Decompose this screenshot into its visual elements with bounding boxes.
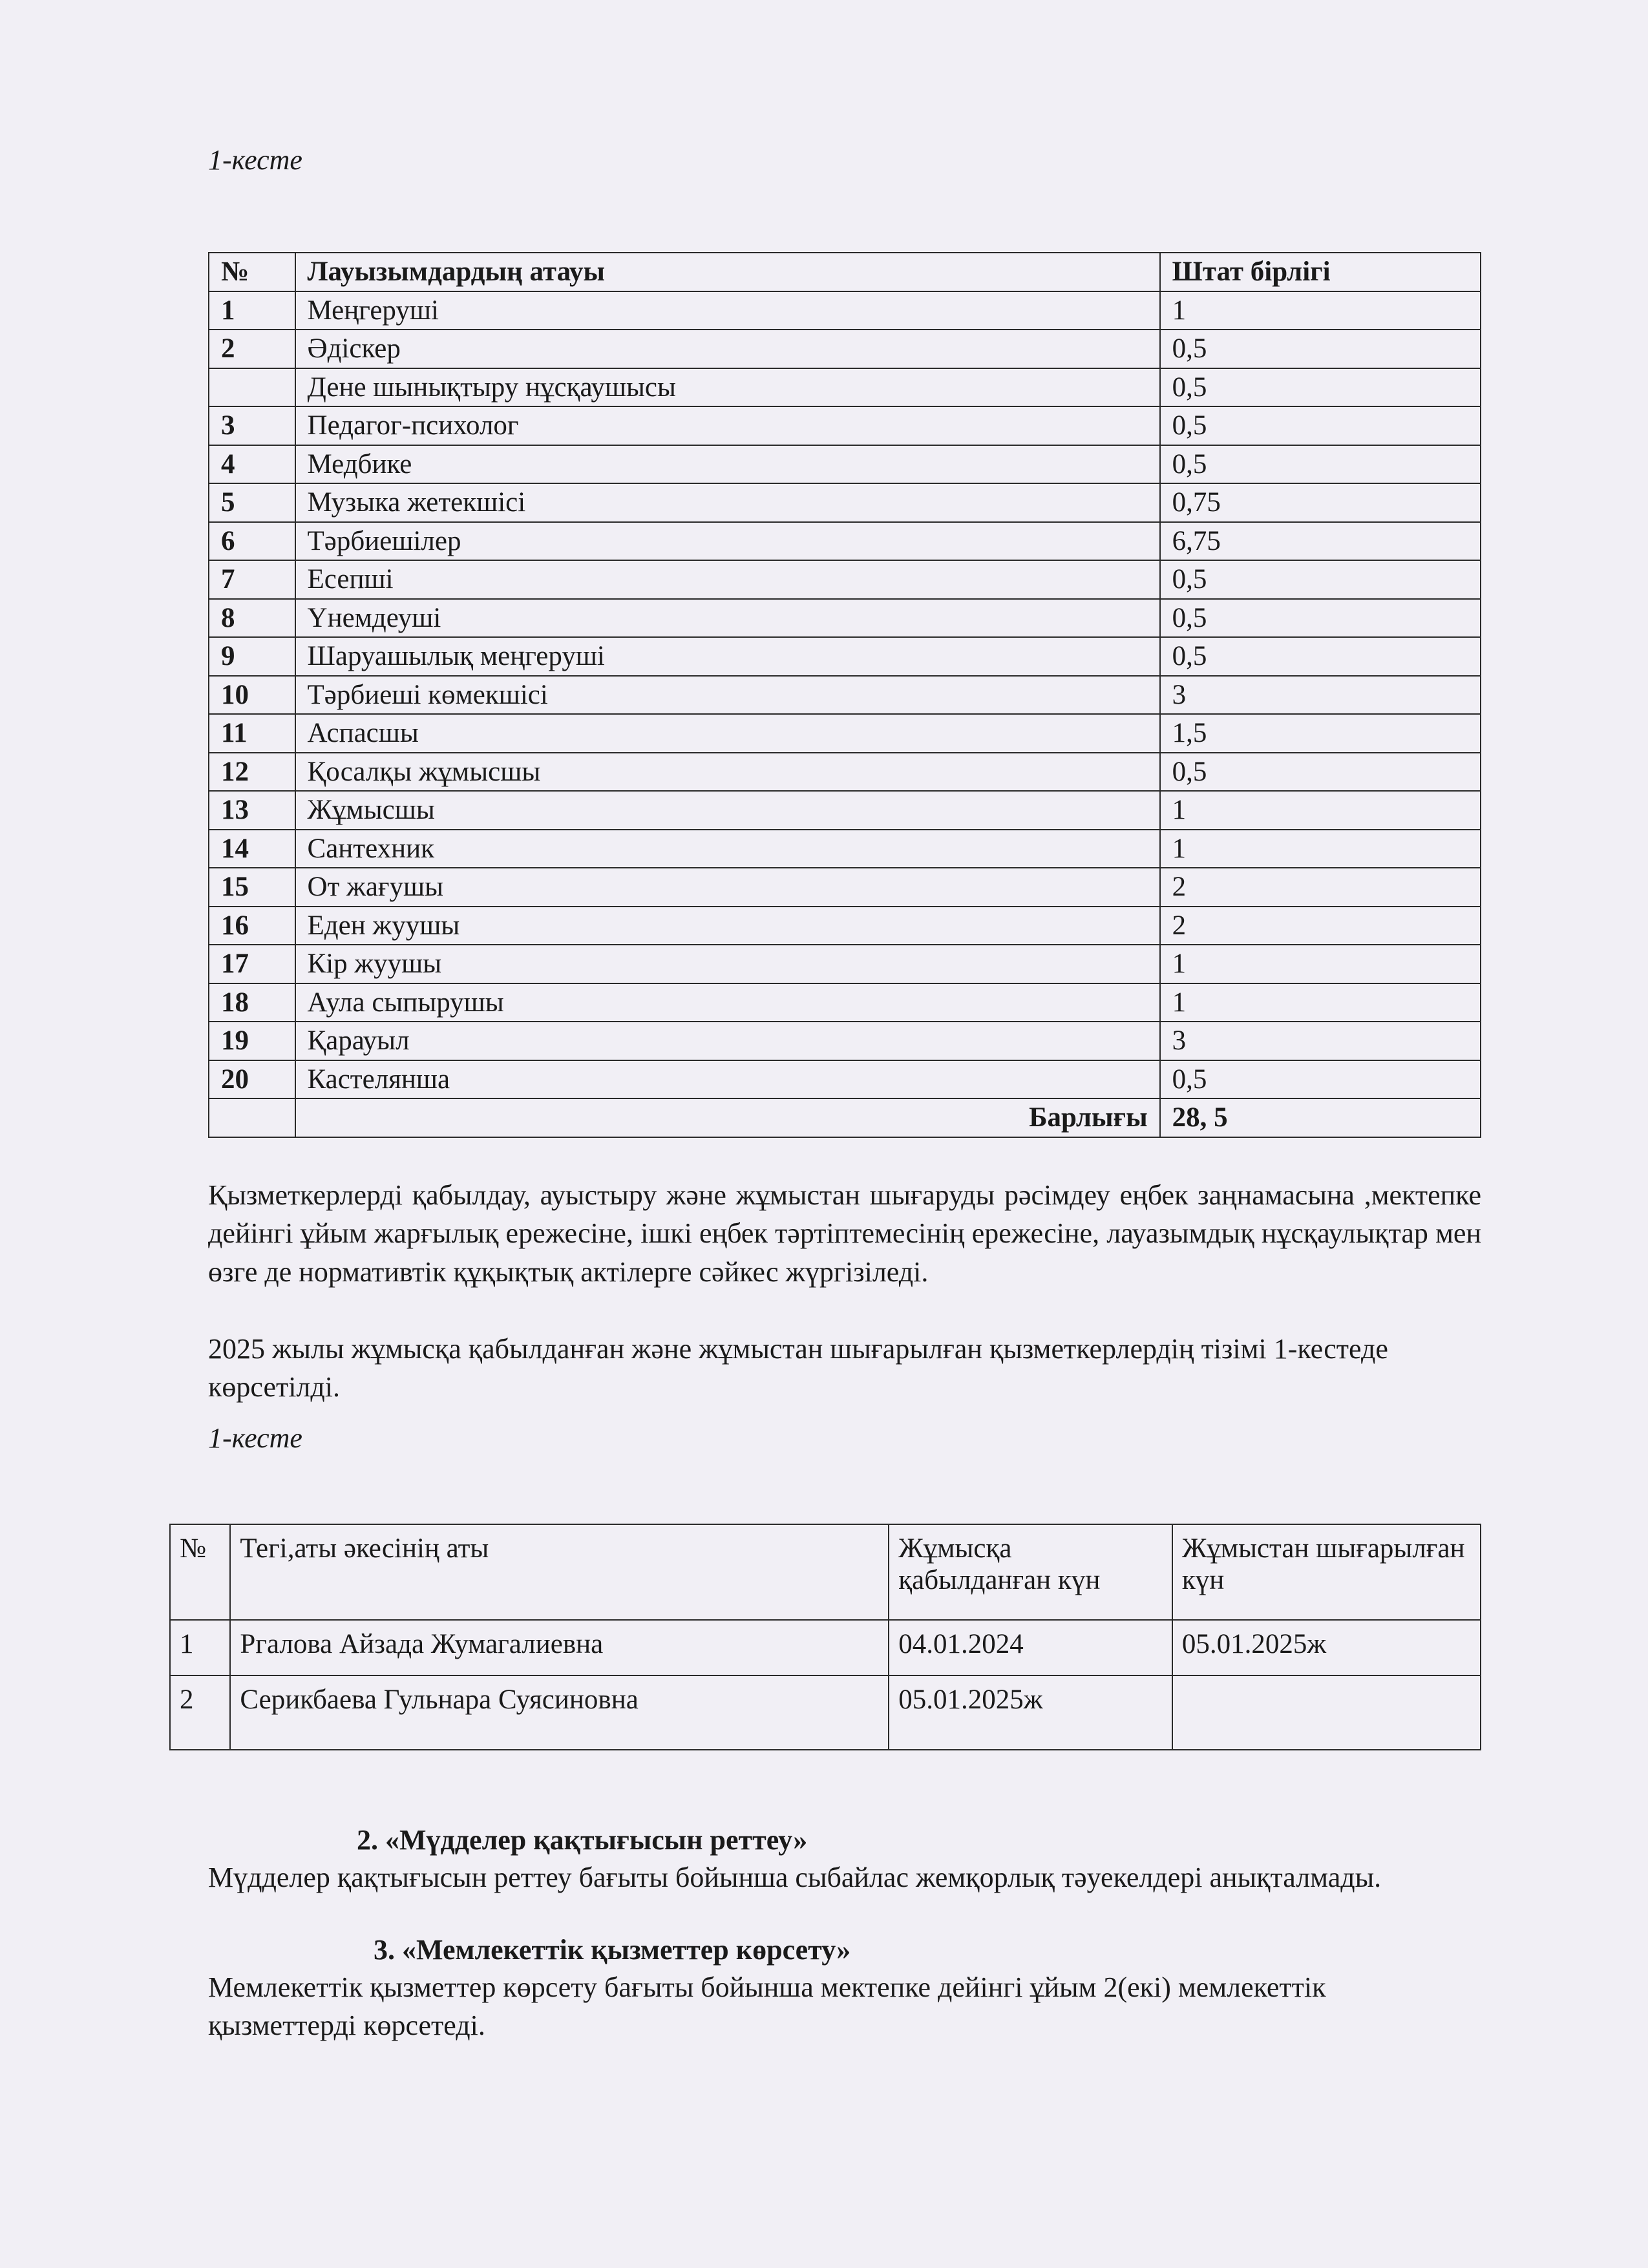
- table-row: [209, 599, 1481, 638]
- cell-number: 12: [209, 753, 295, 792]
- cell-number: 17: [209, 945, 295, 983]
- cell-number: [209, 368, 295, 407]
- header-dismissed-date: Жұмыстан шығарылған күн: [1172, 1524, 1481, 1620]
- table-caption-2: 1-кесте: [208, 1422, 302, 1454]
- header-staff-units: Штат бірлігі: [1160, 253, 1481, 291]
- cell-number: 7: [209, 560, 295, 599]
- cell-number: 3: [209, 406, 295, 445]
- cell-dismissed-date: [1172, 1675, 1481, 1750]
- cell-hired-date: 04.01.2024: [889, 1620, 1172, 1675]
- cell-position-name: Есепші: [295, 560, 1160, 599]
- header-full-name: Тегі,аты әкесінің аты: [230, 1524, 889, 1620]
- section-3-text: Мемлекеттік қызметтер көрсету бағыты бойынша мектепке дейінгі ұйым 2(екі) мемлекеттік қызметтерді көрсетеді.: [208, 1971, 1326, 2042]
- total-empty-cell: [209, 1098, 295, 1137]
- header-position-name: Лауызымдардың атауы: [295, 253, 1160, 291]
- cell-staff-units: 0,5: [1160, 599, 1481, 638]
- cell-position-name: Жұмысшы: [295, 791, 1160, 830]
- cell-full-name: Серикбаева Гульнара Суясиновна: [230, 1675, 889, 1750]
- table-row: [209, 907, 1481, 945]
- table-row: [209, 1022, 1481, 1060]
- staff-units-table: [208, 252, 1481, 1138]
- cell-staff-units: 0,5: [1160, 330, 1481, 368]
- cell-position-name: Тәрбиешілер: [295, 522, 1160, 561]
- paragraph-hiring-rules: Қызметкерлерді қабылдау, ауыстыру және жұмыстан шығаруды рәсімдеу еңбек заңнамасына ,мектепке дейінгі ұйым жарғылық ережесіне, ішкі еңбек тәртіптемесінің ережесіне, лауазымдық нұсқаулықтар мен өзге де нормативтік құқықтық актілерге сәйкес жүргізіледі.: [208, 1179, 1481, 1288]
- cell-number: 11: [209, 714, 295, 753]
- table-row: [209, 330, 1481, 368]
- table-row: [209, 637, 1481, 676]
- cell-staff-units: 1,5: [1160, 714, 1481, 753]
- cell-staff-units: 2: [1160, 907, 1481, 945]
- table-row: [209, 445, 1481, 484]
- cell-staff-units: 1: [1160, 791, 1481, 830]
- total-label: Барлығы: [295, 1098, 1160, 1137]
- table-row: [170, 1675, 1481, 1750]
- section-2-heading: 2. «Мүдделер қақтығысын реттеу»: [357, 1824, 808, 1856]
- cell-number: 16: [209, 907, 295, 945]
- cell-number: 5: [209, 483, 295, 522]
- cell-staff-units: 1: [1160, 830, 1481, 868]
- cell-position-name: Әдіскер: [295, 330, 1160, 368]
- table-row: [209, 791, 1481, 830]
- cell-position-name: Педагог-психолог: [295, 406, 1160, 445]
- cell-number: 2: [209, 330, 295, 368]
- cell-position-name: Сантехник: [295, 830, 1160, 868]
- section-3-heading: 3. «Мемлекеттік қызметтер көрсету»: [374, 1934, 851, 1966]
- cell-staff-units: 0,5: [1160, 1060, 1481, 1099]
- table-row: [209, 406, 1481, 445]
- cell-position-name: Медбике: [295, 445, 1160, 484]
- cell-staff-units: 0,5: [1160, 368, 1481, 407]
- table-row: [209, 714, 1481, 753]
- cell-staff-units: 0,5: [1160, 637, 1481, 676]
- cell-position-name: Үнемдеуші: [295, 599, 1160, 638]
- table-row: [170, 1620, 1481, 1675]
- cell-number: 1: [170, 1620, 230, 1675]
- cell-staff-units: 2: [1160, 868, 1481, 907]
- paragraph-list-reference: 2025 жылы жұмысқа қабылданған және жұмыстан шығарылған қызметкерлердің тізімі 1-кестеде көрсетілді.: [208, 1333, 1388, 1403]
- table-header-row: [209, 253, 1481, 291]
- cell-position-name: Еден жуушы: [295, 907, 1160, 945]
- cell-number: 2: [170, 1675, 230, 1750]
- cell-number: 13: [209, 791, 295, 830]
- table-header-row: [170, 1524, 1481, 1620]
- cell-staff-units: 0,5: [1160, 406, 1481, 445]
- table-row: [209, 676, 1481, 715]
- table-row: [209, 945, 1481, 983]
- cell-position-name: Қосалқы жұмысшы: [295, 753, 1160, 792]
- cell-staff-units: 0,5: [1160, 753, 1481, 792]
- cell-number: 20: [209, 1060, 295, 1099]
- table-row: [209, 830, 1481, 868]
- cell-position-name: Кір жуушы: [295, 945, 1160, 983]
- cell-number: 4: [209, 445, 295, 484]
- cell-position-name: Меңгеруші: [295, 291, 1160, 330]
- cell-position-name: От жағушы: [295, 868, 1160, 907]
- cell-full-name: Ргалова Айзада Жумагалиевна: [230, 1620, 889, 1675]
- section-2-text: Мүдделер қақтығысын реттеу бағыты бойынша сыбайлас жемқорлық тәуекелдері анықталмады.: [208, 1862, 1382, 1893]
- cell-staff-units: 1: [1160, 945, 1481, 983]
- header-number: №: [170, 1524, 230, 1620]
- cell-number: 8: [209, 599, 295, 638]
- table-row: [209, 483, 1481, 522]
- cell-staff-units: 1: [1160, 983, 1481, 1022]
- cell-staff-units: 3: [1160, 676, 1481, 715]
- table-row: [209, 522, 1481, 561]
- header-number: №: [209, 253, 295, 291]
- table-caption-1: 1-кесте: [208, 144, 302, 176]
- cell-number: 9: [209, 637, 295, 676]
- cell-position-name: Дене шынықтыру нұсқаушысы: [295, 368, 1160, 407]
- cell-number: 6: [209, 522, 295, 561]
- cell-position-name: Аспасшы: [295, 714, 1160, 753]
- cell-staff-units: 6,75: [1160, 522, 1481, 561]
- cell-position-name: Шаруашылық меңгеруші: [295, 637, 1160, 676]
- cell-staff-units: 3: [1160, 1022, 1481, 1060]
- employees-table: [169, 1524, 1481, 1750]
- cell-position-name: Музыка жетекшісі: [295, 483, 1160, 522]
- cell-staff-units: 0,75: [1160, 483, 1481, 522]
- cell-position-name: Тәрбиеші көмекшісі: [295, 676, 1160, 715]
- table-row: [209, 291, 1481, 330]
- table-row: [209, 368, 1481, 407]
- cell-number: 1: [209, 291, 295, 330]
- table-row: [209, 753, 1481, 792]
- cell-number: 18: [209, 983, 295, 1022]
- cell-number: 19: [209, 1022, 295, 1060]
- cell-staff-units: 0,5: [1160, 560, 1481, 599]
- cell-dismissed-date: 05.01.2025ж: [1172, 1620, 1481, 1675]
- cell-number: 10: [209, 676, 295, 715]
- cell-position-name: Аула сыпырушы: [295, 983, 1160, 1022]
- cell-number: 15: [209, 868, 295, 907]
- table-row: [209, 983, 1481, 1022]
- cell-hired-date: 05.01.2025ж: [889, 1675, 1172, 1750]
- cell-position-name: Қарауыл: [295, 1022, 1160, 1060]
- table-row: [209, 868, 1481, 907]
- cell-staff-units: 0,5: [1160, 445, 1481, 484]
- total-row: [209, 1098, 1481, 1137]
- total-value: 28, 5: [1160, 1098, 1481, 1137]
- header-hired-date: Жұмысқа қабылданған күн: [889, 1524, 1172, 1620]
- cell-position-name: Кастелянша: [295, 1060, 1160, 1099]
- cell-staff-units: 1: [1160, 291, 1481, 330]
- table-row: [209, 560, 1481, 599]
- cell-number: 14: [209, 830, 295, 868]
- table-row: [209, 1060, 1481, 1099]
